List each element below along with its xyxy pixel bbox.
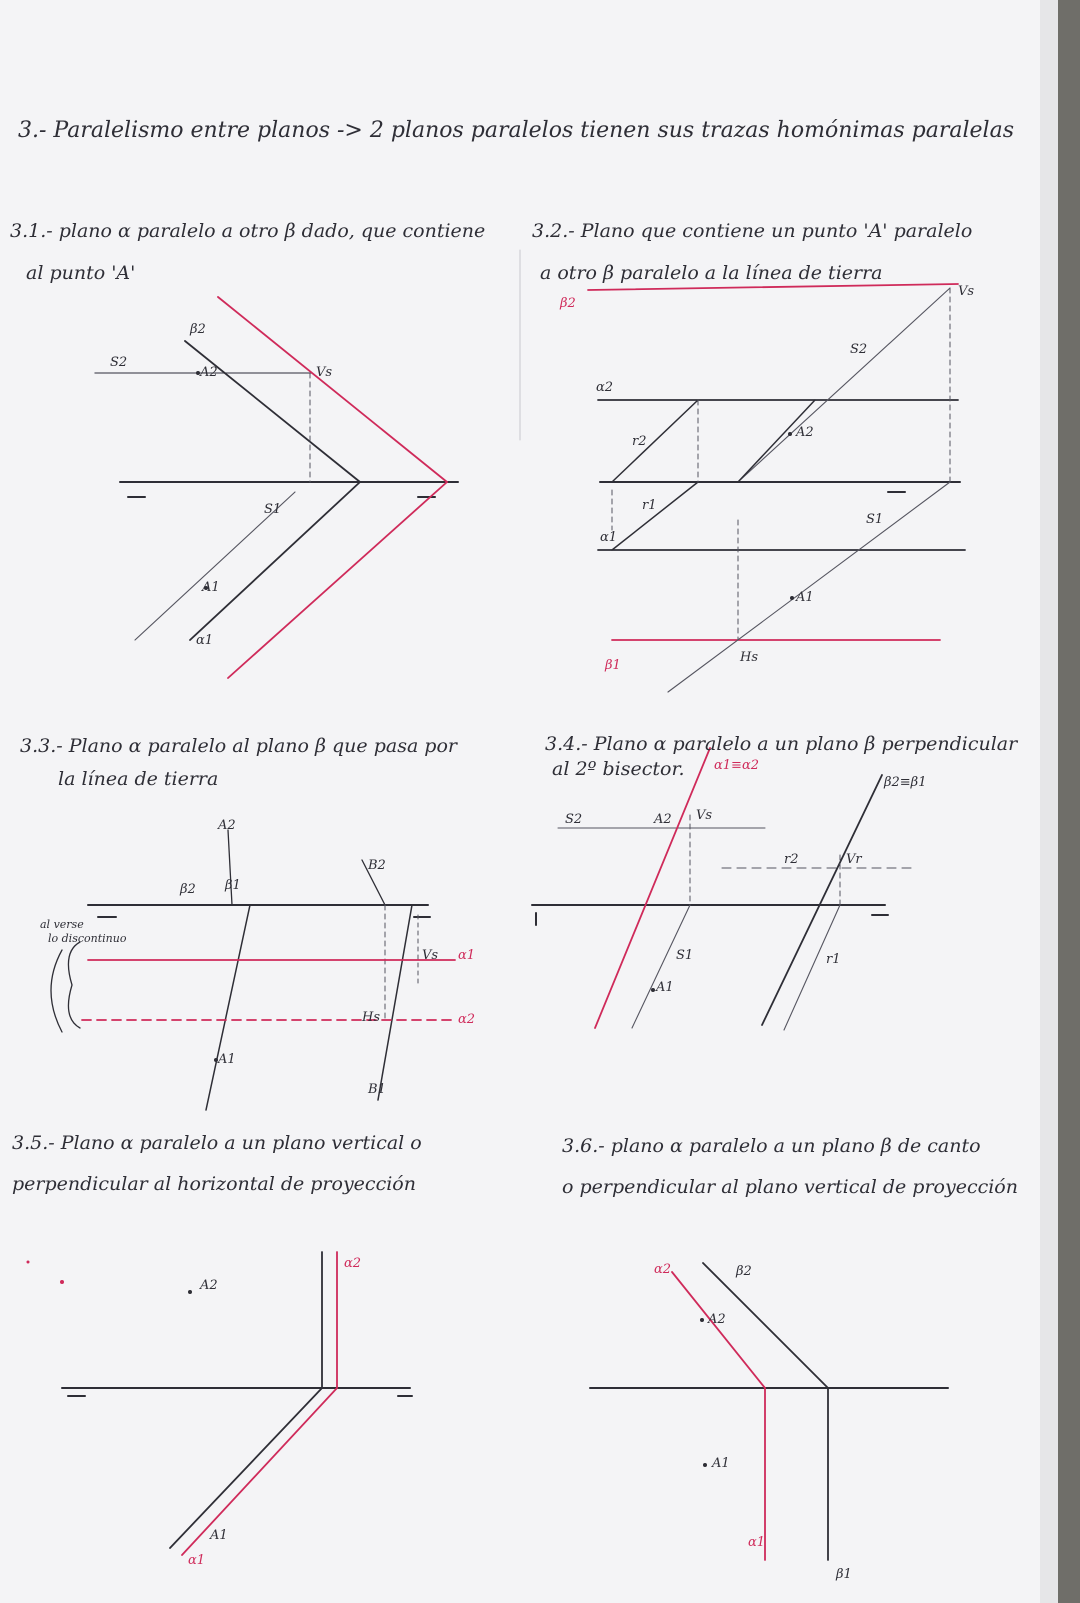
d1-s2-label: S2 xyxy=(110,355,128,370)
d2-hs-label: Hs xyxy=(740,650,759,665)
d2-alpha2-label: α2 xyxy=(596,380,614,395)
section-3-4-heading: 3.4.- Plano α paralelo a un plano β perpendicular xyxy=(545,733,1018,755)
section-3-1-heading-cont: al punto 'A' xyxy=(26,262,136,284)
d4-s1-label: S1 xyxy=(676,948,694,963)
d2-beta2-label: β2 xyxy=(560,296,576,311)
d2-r2-label: r2 xyxy=(632,434,647,449)
d4-vr-label: Vr xyxy=(846,852,862,867)
d1-a2-label: A2 xyxy=(200,365,218,380)
d3-vs-label: Vs xyxy=(422,948,439,963)
d1-s1-label: S1 xyxy=(264,502,282,517)
d4-vs-label: Vs xyxy=(696,808,713,823)
d1-alpha1-label: α1 xyxy=(196,633,214,648)
d4-r2-label: r2 xyxy=(784,852,799,867)
paper-edge xyxy=(1040,0,1058,1603)
d1-beta2-label: β2 xyxy=(190,322,206,337)
d6-a2-label: A2 xyxy=(708,1312,726,1327)
d5-alpha2-label: α2 xyxy=(344,1256,362,1271)
d4-a1-label: A1 xyxy=(656,980,674,995)
section-3-5-heading: 3.5.- Plano α paralelo a un plano vertical o xyxy=(12,1132,422,1154)
d6-a1-label: A1 xyxy=(712,1456,730,1471)
section-3-1-heading: 3.1.- plano α paralelo a otro β dado, que contiene xyxy=(10,220,486,242)
section-3-5-heading-cont: perpendicular al horizontal de proyección xyxy=(12,1173,416,1195)
d3-b1-label: B1 xyxy=(368,1082,386,1097)
d1-a1-label: A1 xyxy=(202,580,220,595)
d4-alpha-label: α1≡α2 xyxy=(714,758,759,773)
d6-beta2-label: β2 xyxy=(736,1264,752,1279)
d3-note-line1: al verse xyxy=(40,918,84,931)
d3-alpha2-label: α2 xyxy=(458,1012,476,1027)
d4-s2-label: S2 xyxy=(565,812,583,827)
d3-beta2-label: β2 xyxy=(180,882,196,897)
d2-beta1-label: β1 xyxy=(605,658,621,673)
d1-vs-label: Vs xyxy=(316,365,333,380)
d3-b2-label: B2 xyxy=(368,858,386,873)
d3-a1-label: A1 xyxy=(218,1052,236,1067)
d4-beta-label: β2≡β1 xyxy=(884,775,927,790)
d5-a1-label: A1 xyxy=(210,1528,228,1543)
page-title: 3.- Paralelismo entre planos -> 2 planos paralelos tienen sus trazas homónimas paralelas xyxy=(18,118,1014,143)
d6-beta1-label: β1 xyxy=(836,1567,852,1582)
section-3-4-heading-cont: al 2º bisector. xyxy=(552,758,685,780)
d3-alpha1-label: α1 xyxy=(458,948,476,963)
d2-alpha1-label: α1 xyxy=(600,530,618,545)
section-3-3-heading-cont: la línea de tierra xyxy=(58,768,219,790)
d4-r1-label: r1 xyxy=(826,952,841,967)
d3-a2-label: A2 xyxy=(218,818,236,833)
section-3-2-heading-cont: a otro β paralelo a la línea de tierra xyxy=(540,262,883,284)
d2-s1-label: S1 xyxy=(866,512,884,527)
d6-alpha1-label: α1 xyxy=(748,1535,766,1550)
d2-vs-label: Vs xyxy=(958,284,975,299)
d4-a2-label: A2 xyxy=(654,812,672,827)
d5-a2-label: A2 xyxy=(200,1278,218,1293)
d2-r1-label: r1 xyxy=(642,498,657,513)
d3-note-line2: lo discontinuo xyxy=(48,932,127,945)
d6-alpha2-label: α2 xyxy=(654,1262,672,1277)
d3-hs-label: Hs xyxy=(362,1010,381,1025)
d2-s2-label: S2 xyxy=(850,342,868,357)
d2-a2-label: A2 xyxy=(796,425,814,440)
d5-alpha1-label: α1 xyxy=(188,1553,206,1568)
section-3-6-heading: 3.6.- plano α paralelo a un plano β de canto xyxy=(562,1135,981,1157)
section-3-6-heading-cont: o perpendicular al plano vertical de proyección xyxy=(562,1176,1018,1198)
d2-a1-label: A1 xyxy=(796,590,814,605)
section-3-3-heading: 3.3.- Plano α paralelo al plano β que pasa por xyxy=(20,735,457,757)
section-3-2-heading: 3.2.- Plano que contiene un punto 'A' paralelo xyxy=(532,220,973,242)
d3-beta1-label: β1 xyxy=(225,878,241,893)
